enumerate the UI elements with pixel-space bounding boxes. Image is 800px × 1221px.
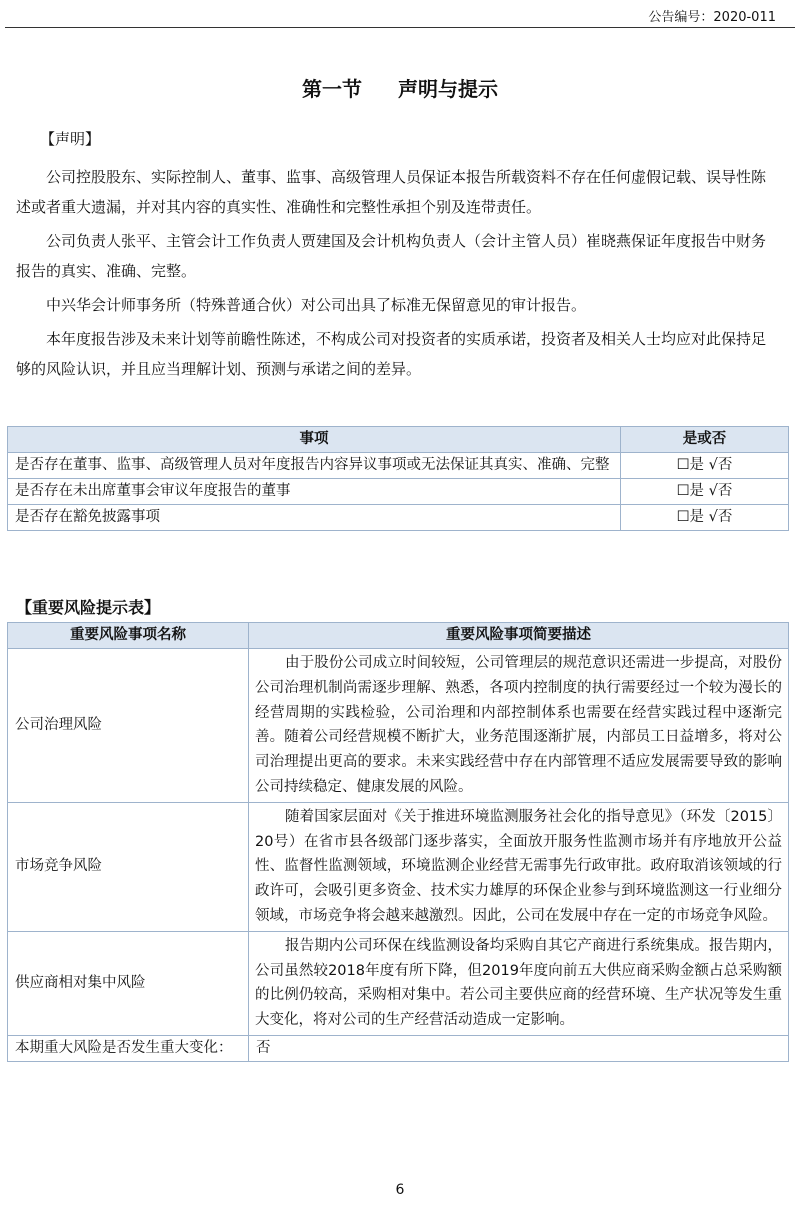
matter-answer: ☐是 √否 bbox=[621, 453, 789, 479]
table-row bbox=[8, 1035, 789, 1061]
table-row bbox=[8, 505, 789, 531]
risk-description bbox=[249, 802, 789, 931]
declaration-body bbox=[16, 162, 780, 388]
table-row bbox=[8, 931, 789, 1035]
risk-description bbox=[249, 649, 789, 803]
table-row bbox=[8, 802, 789, 931]
table-header-row bbox=[8, 427, 789, 453]
matter-answer: ☐是 √否 bbox=[621, 479, 789, 505]
risk-table bbox=[7, 622, 789, 1062]
matter-answer: ☐是 √否 bbox=[621, 505, 789, 531]
matter-item: 是否存在未出席董事会审议年度报告的董事 bbox=[8, 479, 621, 505]
risk-description bbox=[249, 931, 789, 1035]
section-name: 声明与提示 bbox=[398, 77, 498, 101]
section-title bbox=[0, 73, 800, 102]
risk-description-text: 报告期内公司环保在线监测设备均采购自其它产商进行系统集成。报告期内，公司虽然较2018年度有所下降，但2019年度向前五大供应商采购金额占总采购额的比例仍较高，采购相对集中。若公司主要供应商的经营环境、生产状况等发生重大变化，将对公司的生产经营活动造成一定影响。 bbox=[255, 937, 782, 1029]
risk-change-value: 否 bbox=[249, 1035, 789, 1061]
table-row bbox=[8, 479, 789, 505]
matter-item: 是否存在董事、监事、高级管理人员对年度报告内容异议事项或无法保证其真实、准确、完整 bbox=[8, 453, 621, 479]
risk-description-text: 由于股份公司成立时间较短，公司管理层的规范意识还需进一步提高，对股份公司治理机制尚需逐步理解、熟悉，各项内控制度的执行需要经过一个较为漫长的经营周期的实践检验，公司治理和内部控制体系也需要在经营实践过程中逐渐完善。随着公司经营规模不断扩大，业务范围逐渐扩展，内部员工日益增多，将对公司治理提出更高的要求。未来实践经营中存在内部管理不适应发展需要导致的影响公司持续稳定、健康发展的风险。 bbox=[255, 655, 782, 795]
declaration-paragraph: 公司控股股东、实际控制人、董事、监事、高级管理人员保证本报告所载资料不存在任何虚假记载、误导性陈述或者重大遗漏，并对其内容的真实性、准确性和完整性承担个别及连带责任。 bbox=[16, 168, 767, 216]
table-row bbox=[8, 453, 789, 479]
risk-name: 市场竞争风险 bbox=[8, 802, 249, 931]
header-divider bbox=[5, 27, 795, 28]
declaration-paragraph: 中兴华会计师事务所（特殊普通合伙）对公司出具了标准无保留意见的审计报告。 bbox=[46, 296, 587, 314]
matters-table bbox=[7, 426, 789, 531]
announcement-number: 公告编号：2020-011 bbox=[648, 10, 776, 25]
column-header-answer: 是或否 bbox=[621, 427, 789, 453]
matter-item: 是否存在豁免披露事项 bbox=[8, 505, 621, 531]
section-number: 第一节 bbox=[302, 77, 362, 101]
column-header-risk-description: 重要风险事项简要描述 bbox=[249, 623, 789, 649]
risk-name: 供应商相对集中风险 bbox=[8, 931, 249, 1035]
declaration-paragraph: 公司负责人张平、主管会计工作负责人贾建国及会计机构负责人（会计主管人员）崔晓燕保证年度报告中财务报告的真实、准确、完整。 bbox=[16, 232, 767, 280]
column-header-item: 事项 bbox=[8, 427, 621, 453]
column-header-risk-name: 重要风险事项名称 bbox=[8, 623, 249, 649]
table-header-row bbox=[8, 623, 789, 649]
risk-table-heading: 【重要风险提示表】 bbox=[16, 598, 161, 617]
risk-name: 公司治理风险 bbox=[8, 649, 249, 803]
table-row bbox=[8, 649, 789, 803]
page-number: 6 bbox=[395, 1182, 405, 1198]
declaration-heading: 【声明】 bbox=[40, 130, 101, 148]
declaration-paragraph: 本年度报告涉及未来计划等前瞻性陈述，不构成公司对投资者的实质承诺，投资者及相关人士均应对此保持足够的风险认识，并且应当理解计划、预测与承诺之间的差异。 bbox=[16, 330, 767, 378]
risk-description-text: 随着国家层面对《关于推进环境监测服务社会化的指导意见》（环发〔2015〕20号）在省市县各级部门逐步落实，全面放开服务性监测市场并有序地放开公益性、监督性监测领域，环境监测企业经营无需事先行政审批。政府取消该领域的行政许可，会吸引更多资金、技术实力雄厚的环保企业参与到环境监测这一行业细分领域，市场竞争将会越来越激烈。因此，公司在发展中存在一定的市场竞争风险。 bbox=[255, 808, 782, 924]
risk-change-label: 本期重大风险是否发生重大变化： bbox=[8, 1035, 249, 1061]
